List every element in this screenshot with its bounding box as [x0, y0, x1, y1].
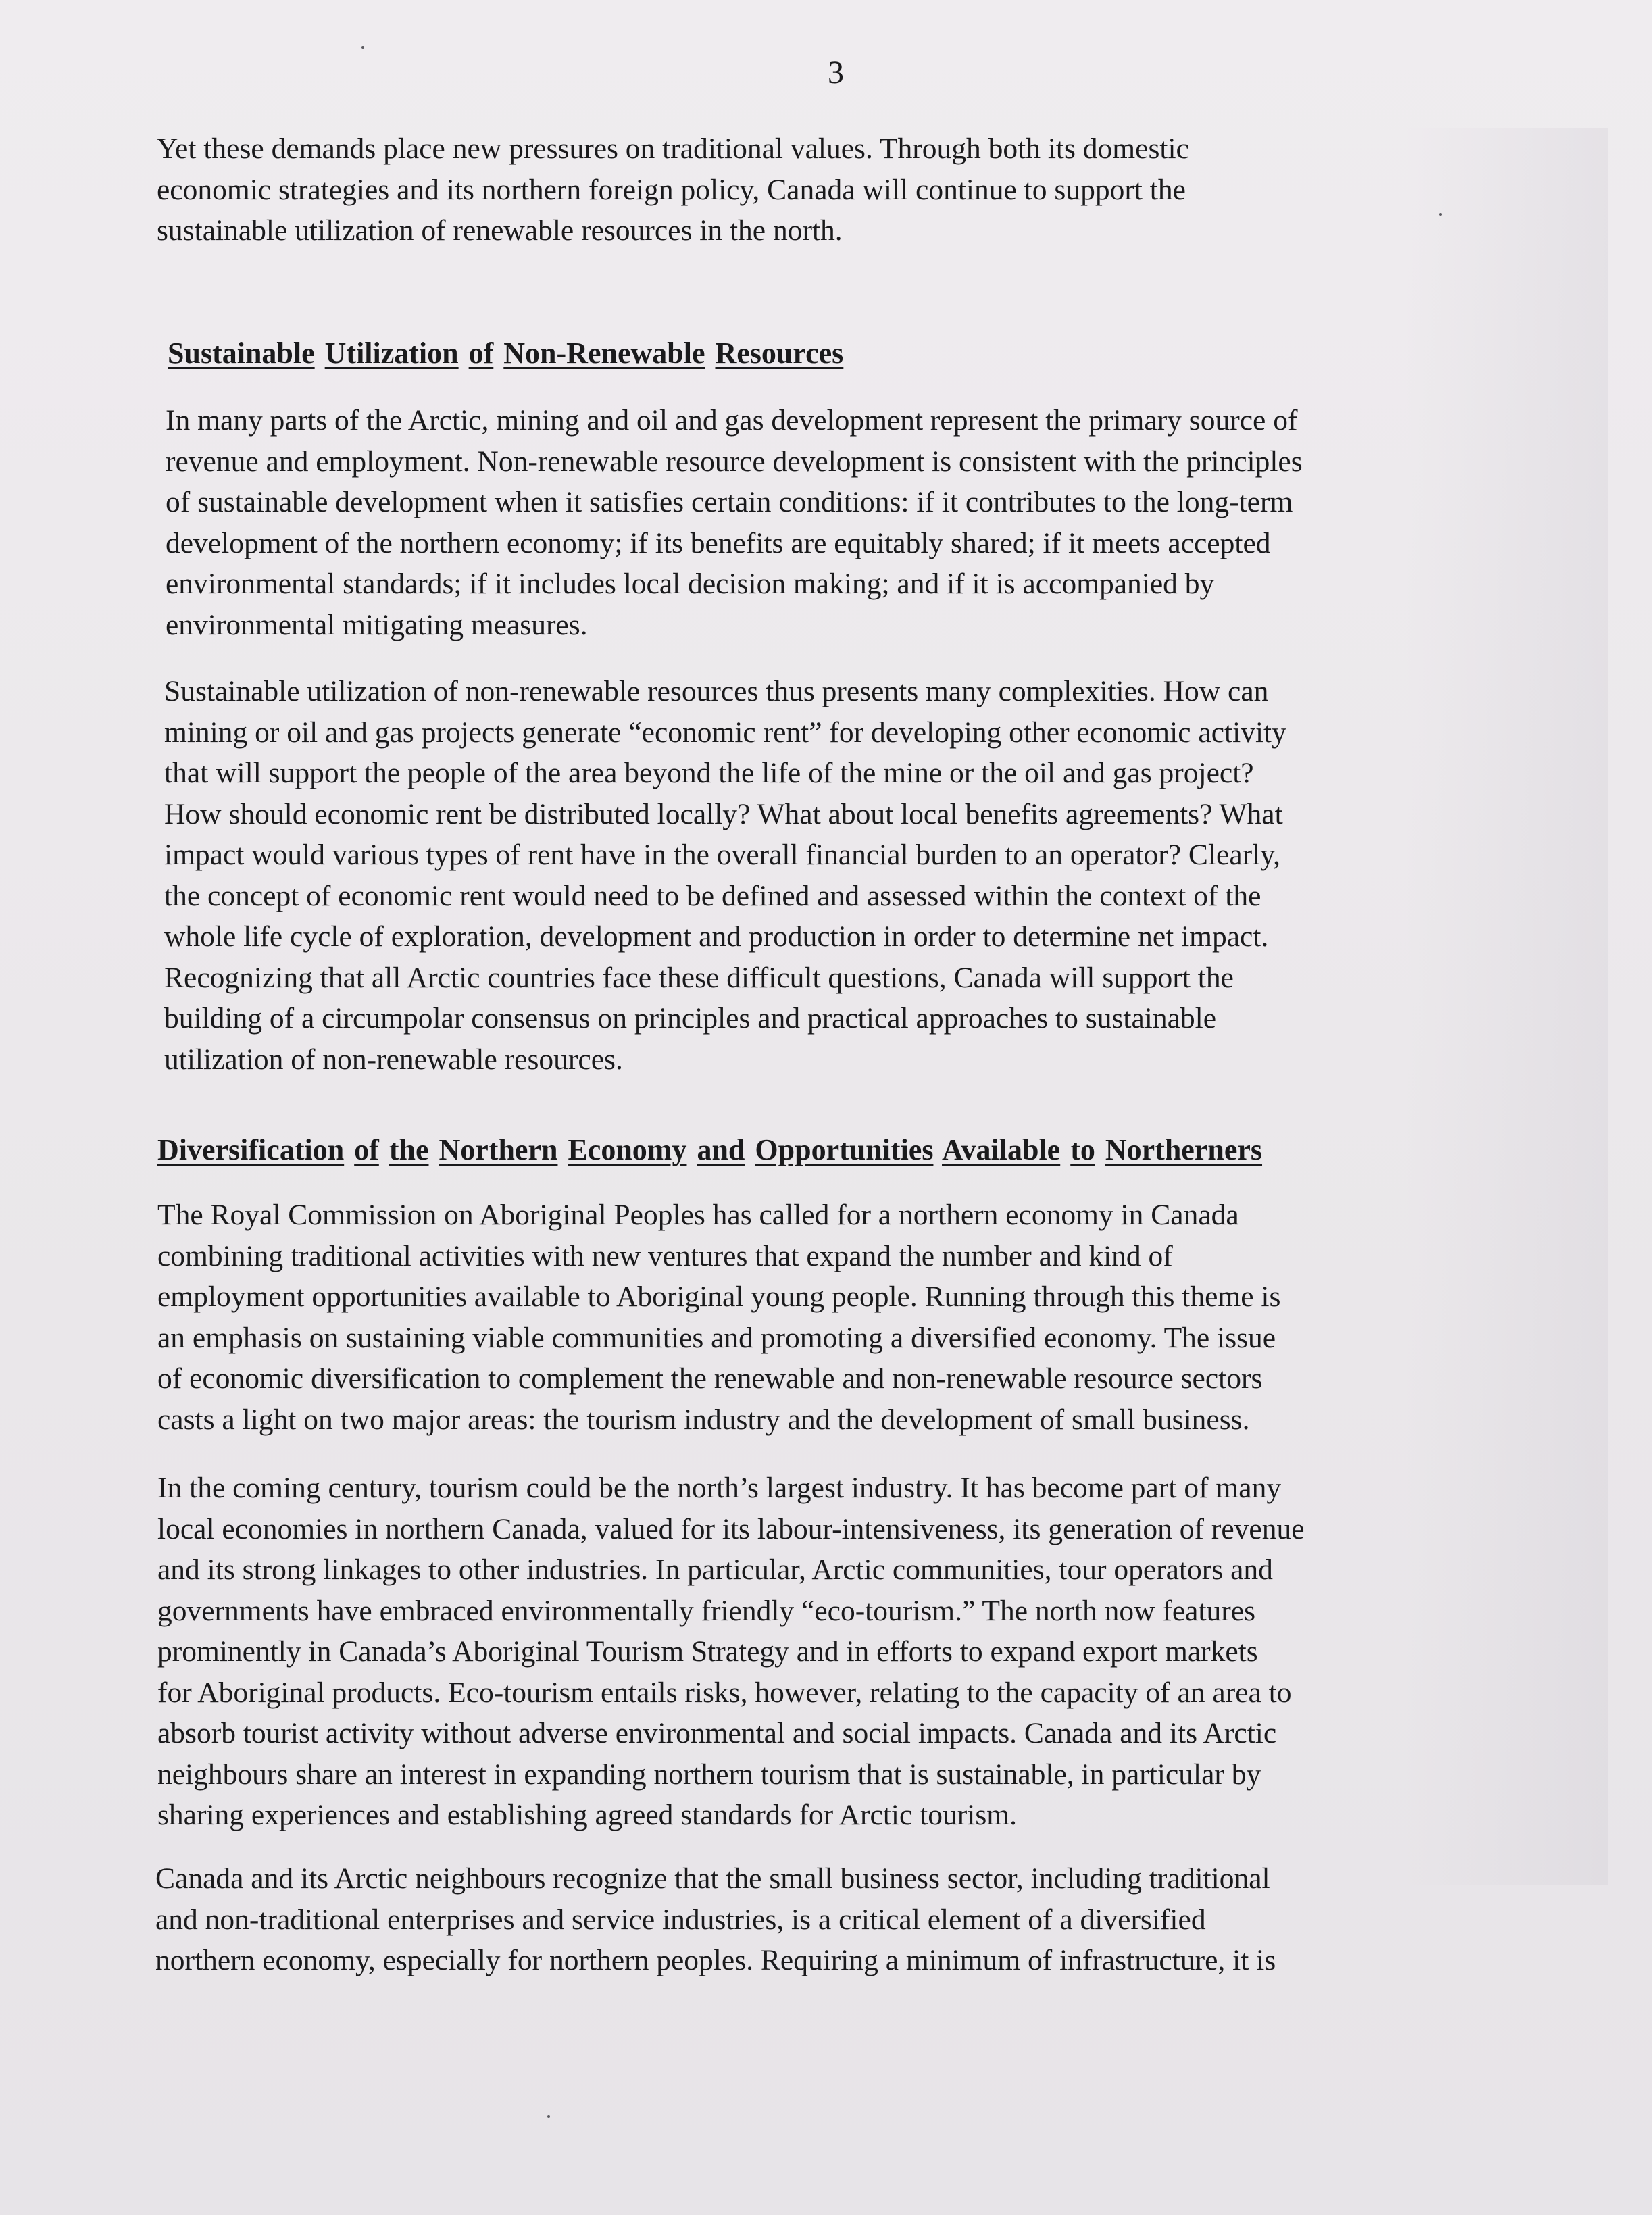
paragraph-small-business [155, 1858, 1520, 1981]
paragraph-non-renewable-2 [164, 671, 1529, 1080]
text-line: economic strategies and its northern foreign policy, Canada will continue to support the [157, 173, 1186, 206]
heading-word: Northern [439, 1133, 558, 1166]
text-line: mining or oil and gas projects generate “economic rent” for developing other economic activity [164, 716, 1286, 749]
text-line: sustainable utilization of renewable resources in the north. [157, 214, 843, 247]
text-line: of sustainable development when it satisfies certain conditions: if it contributes to the long-term [166, 486, 1293, 518]
text-line: Recognizing that all Arctic countries face these difficult questions, Canada will support the [164, 961, 1234, 994]
heading-word: the [389, 1133, 429, 1166]
heading-word: to [1070, 1133, 1095, 1166]
heading-word: Sustainable [168, 337, 315, 370]
text-line: governments have embraced environmentally friendly “eco-tourism.” The north now features [157, 1594, 1256, 1627]
heading-word: Opportunities [755, 1133, 934, 1166]
section-heading-diversification [157, 1130, 1262, 1170]
text-line: environmental standards; if it includes local decision making; and if it is accompanied by [166, 568, 1215, 600]
text-line: that will support the people of the area beyond the life of the mine or the oil and gas project? [164, 757, 1254, 789]
text-line: building of a circumpolar consensus on principles and practical approaches to sustainable [164, 1002, 1217, 1035]
text-line: combining traditional activities with new ventures that expand the number and kind of [157, 1239, 1173, 1272]
text-line: Sustainable utilization of non-renewable resources thus presents many complexities. How can [164, 675, 1269, 707]
text-line: an emphasis on sustaining viable communities and promoting a diversified economy. The issue [157, 1321, 1276, 1354]
text-line: local economies in northern Canada, valued for its labour-intensiveness, its generation of revenue [157, 1512, 1305, 1545]
text-line: employment opportunities available to Aboriginal young people. Running through this theme is [157, 1280, 1281, 1313]
text-line: revenue and employment. Non-renewable resource development is consistent with the principles [166, 445, 1303, 478]
heading-word: Economy [568, 1133, 687, 1166]
text-line: and non-traditional enterprises and service industries, is a critical element of a diversified [155, 1903, 1206, 1936]
text-line: neighbours share an interest in expanding northern tourism that is sustainable, in particular by [157, 1758, 1261, 1791]
text-line: northern economy, especially for northern peoples. Requiring a minimum of infrastructure, it is [155, 1944, 1276, 1976]
text-line: whole life cycle of exploration, development and production in order to determine net impact. [164, 920, 1269, 953]
paragraph-non-renewable-1 [166, 400, 1530, 645]
section-heading-non-renewable [168, 333, 843, 374]
text-line: casts a light on two major areas: the tourism industry and the development of small business. [157, 1403, 1250, 1436]
page-number: 3 [828, 55, 844, 91]
text-line: How should economic rent be distributed locally? What about local benefits agreements? What [164, 797, 1283, 830]
heading-word: Diversification [157, 1133, 345, 1166]
paragraph-diversification-1 [157, 1195, 1522, 1440]
text-line: of economic diversification to complement the renewable and non-renewable resource sectors [157, 1362, 1263, 1395]
scan-speck [1439, 213, 1442, 216]
text-line: The Royal Commission on Aboriginal Peoples has called for a northern economy in Canada [157, 1199, 1239, 1231]
text-line: Canada and its Arctic neighbours recognize that the small business sector, including traditional [155, 1862, 1270, 1895]
heading-word: Utilization [324, 337, 459, 370]
heading-word: Available [942, 1133, 1061, 1166]
text-line: Yet these demands place new pressures on traditional values. Through both its domestic [157, 132, 1189, 165]
scan-speck [361, 46, 364, 49]
text-line: the concept of economic rent would need to be defined and assessed within the context of the [164, 879, 1261, 912]
intro-paragraph [157, 128, 1522, 251]
paragraph-tourism [157, 1468, 1522, 1836]
text-line: and its strong linkages to other industries. In particular, Arctic communities, tour operators and [157, 1553, 1273, 1586]
text-line: impact would various types of rent have in the overall financial burden to an operator? Clearly, [164, 839, 1281, 871]
heading-word: Resources [715, 337, 844, 370]
heading-word: and [697, 1133, 745, 1166]
text-line: In the coming century, tourism could be the north’s largest industry. It has become part of many [157, 1472, 1282, 1504]
text-line: for Aboriginal products. Eco-tourism entails risks, however, relating to the capacity of an area to [157, 1676, 1292, 1709]
text-line: absorb tourist activity without adverse environmental and social impacts. Canada and its Arctic [157, 1717, 1277, 1749]
heading-word: Northerners [1105, 1133, 1263, 1166]
text-line: In many parts of the Arctic, mining and oil and gas development represent the primary source of [166, 404, 1298, 437]
text-line: environmental mitigating measures. [166, 608, 588, 641]
text-line: development of the northern economy; if its benefits are equitably shared; if it meets accepted [166, 526, 1271, 559]
text-line: prominently in Canada’s Aboriginal Tourism Strategy and in efforts to expand export markets [157, 1635, 1258, 1668]
text-line: sharing experiences and establishing agreed standards for Arctic tourism. [157, 1799, 1017, 1831]
scan-speck [547, 2115, 550, 2118]
heading-word: of [468, 337, 494, 370]
heading-word: Non-Renewable [503, 337, 705, 370]
text-line: utilization of non-renewable resources. [164, 1043, 623, 1076]
heading-word: of [354, 1133, 379, 1166]
